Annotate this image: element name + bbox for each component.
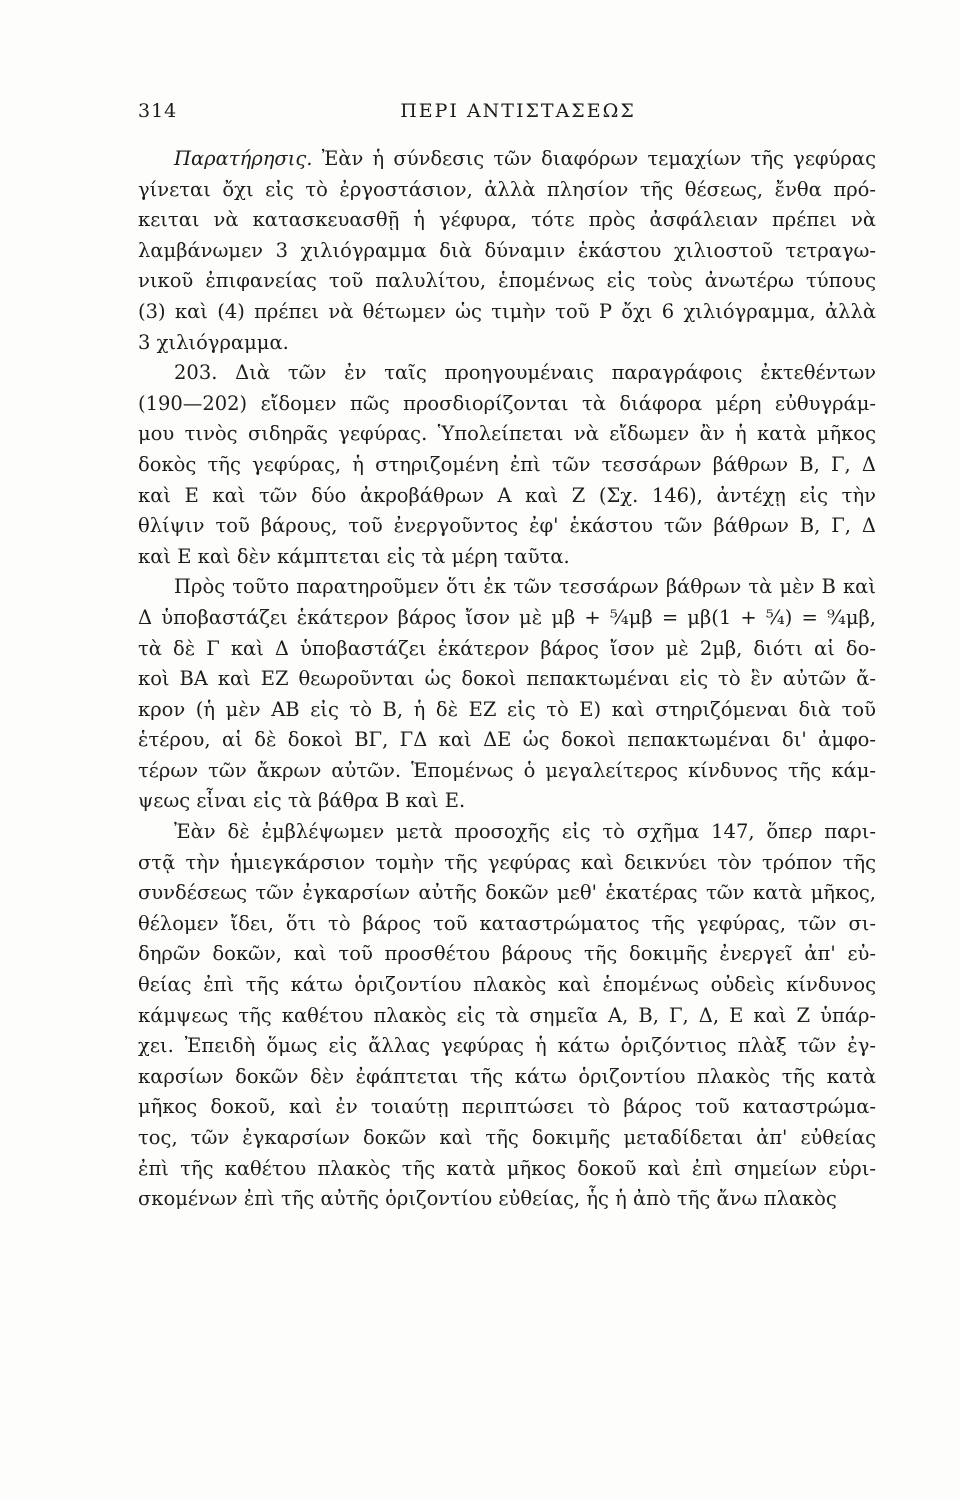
text-line: τέρων τῶν ἄκρων αὐτῶν. Ἑπομένως ὁ μεγαλείτερος κίνδυνος τῆς κάμ- [138,758,876,782]
text-line: στᾷ τὴν ἡμιεγκάρσιον τομὴν τῆς γεφύρας καὶ δεικνύει τὸν τρόπον τῆς [138,850,876,874]
text-line: Πρὸς τοῦτο παρατηροῦμεν ὅτι ἐκ τῶν τεσσάρων βάθρων τὰ μὲν B καὶ [174,575,876,599]
paragraph [138,572,876,817]
text-line: κειται νὰ κατασκευασθῇ ἡ γέφυρα, τότε πρὸς ἀσφάλειαν πρέπει νὰ [138,208,876,232]
text-line: γίνεται ὄχι εἰς τὸ ἐργοστάσιον, ἀλλὰ πλησίον τῆς θέσεως, ἔνθα πρό- [138,177,876,201]
text-line: θέλομεν ἴδει, ὅτι τὸ βάρος τοῦ καταστρώματος τῆς γεφύρας, τῶν σι- [138,911,876,935]
text-line: τος, τῶν ἐγκαρσίων δοκῶν καὶ τῆς δοκιμῆς μεταδίδεται ἀπ' εὐθείας [138,1126,876,1149]
text-line: νικοῦ ἐπιφανείας τοῦ παλυλίτου, ἑπομένως εἰς τοὺς ἀνωτέρω τύπους [138,269,876,293]
text-line: κάμψεως τῆς καθέτου πλακὸς εἰς τὰ σημεῖα A, B, Γ, Δ, E καὶ Z ὑπάρ- [138,1003,876,1027]
paragraph [138,817,876,1215]
text-line: τὰ δὲ Γ καὶ Δ ὑποβαστάζει ἑκάτερον βάρος ἴσον μὲ 2μβ, διότι αἱ δο- [138,636,876,660]
text-line: Παρατήρησις. Ἐὰν ἡ σύνδεσις τῶν διαφόρων τεμαχίων τῆς γεφύρας [174,147,876,170]
text-line: συνδέσεως τῶν ἐγκαρσίων αὐτῆς δοκῶν μεθ' ἑκατέρας τῶν κατὰ μῆκος, [138,881,876,905]
text-line: κοὶ BA καὶ EZ θεωροῦνται ὡς δοκοὶ πεπακτωμέναι εἰς τὸ ἓν αὐτῶν ἄ- [138,667,876,691]
body-text [138,144,876,1215]
running-head: ΠΕΡΙ ΑΝΤΙΣΤΑΣΕΩΣ [400,100,636,122]
text-line: 3 χιλιόγραμμα. [138,330,289,354]
text-line: μῆκος δοκοῦ, καὶ ἐν τοιαύτῃ περιπτώσει τὸ βάρος τοῦ καταστρώμα- [138,1095,876,1119]
text-line: χει. Ἐπειδὴ ὅμως εἰς ἄλλας γεφύρας ἡ κάτω ὁριζόντιος πλὰξ τῶν ἐγ- [138,1034,876,1058]
page-header [138,100,878,140]
text-line: θλίψιν τοῦ βάρους, τοῦ ἐνεργοῦντος ἐφ' ἑκάστου τῶν βάθρων B, Γ, Δ [138,514,876,538]
text-line: (190—202) εἴδομεν πῶς προσδιορίζονται τὰ διάφορα μέρη εὐθυγράμ- [138,391,876,415]
text-line: Δ ὑποβαστάζει ἑκάτερον βάρος ἴσον μὲ μβ + ⁵⁄₄μβ = μβ(1 + ⁵⁄₄) = ⁹⁄₄μβ, [138,605,876,629]
text-line: Ἐὰν δὲ ἐμβλέψωμεν μετὰ προσοχῆς εἰς τὸ σχῆμα 147, ὅπερ παρι- [174,820,876,844]
text-line: δοκὸς τῆς γεφύρας, ἡ στηριζομένη ἐπὶ τῶν τεσσάρων βάθρων B, Γ, Δ [138,452,876,476]
paragraph [138,144,876,358]
paragraph [138,358,876,572]
page-number: 314 [138,100,178,122]
text-line: σκομένων ἐπὶ τῆς αὐτῆς ὁριζοντίου εὐθείας, ἧς ἡ ἀπὸ τῆς ἄνω πλακὸς [138,1187,837,1211]
text-line: ἐπὶ τῆς καθέτου πλακὸς τῆς κατὰ μῆκος δοκοῦ καὶ ἐπὶ σημείων εὑρι- [138,1156,876,1180]
text-line: καρσίων δοκῶν δὲν ἐφάπτεται τῆς κάτω ὁριζοντίου πλακὸς τῆς κατὰ [138,1064,876,1088]
text-line: καὶ E καὶ δὲν κάμπτεται εἰς τὰ μέρη ταῦτα. [138,544,570,568]
text-line: δηρῶν δοκῶν, καὶ τοῦ προσθέτου βάρους τῆς δοκιμῆς ἐνεργεῖ ἀπ' εὐ- [138,942,876,966]
text-line: μου τινὸς σιδηρᾶς γεφύρας. Ὑπολείπεται νὰ εἴδωμεν ἂν ἡ κατὰ μῆκος [138,422,876,446]
text-line: καὶ E καὶ τῶν δύο ἀκροβάθρων A καὶ Z (Σχ. 146), ἀντέχῃ εἰς τὴν [138,483,876,507]
remark-label: Παρατήρησις. [174,147,313,170]
text-line: κρον (ἡ μὲν AB εἰς τὸ B, ἡ δὲ EZ εἰς τὸ E) καὶ στηριζόμεναι διὰ τοῦ [138,697,876,721]
text-line: ψεως εἶναι εἰς τὰ βάθρα B καὶ E. [138,789,466,813]
text-line: (3) καὶ (4) πρέπει νὰ θέτωμεν ὡς τιμὴν τοῦ P ὄχι 6 χιλιόγραμμα, ἀλλὰ [138,299,876,323]
text-line: λαμβάνωμεν 3 χιλιόγραμμα διὰ δύναμιν ἑκάστου χιλιοστοῦ τετραγω- [138,238,876,262]
text-line: θείας ἐπὶ τῆς κάτω ὁριζοντίου πλακὸς καὶ ἑπομένως οὐδεὶς κίνδυνος [138,973,876,997]
text-line: ἑτέρου, αἱ δὲ δοκοὶ BΓ, ΓΔ καὶ ΔE ὡς δοκοὶ πεπακτωμέναι δι' ἀμφο- [138,728,876,752]
text-line: 203. Διὰ τῶν ἐν ταῖς προηγουμέναις παραγράφοις ἐκτεθέντων [174,361,876,385]
